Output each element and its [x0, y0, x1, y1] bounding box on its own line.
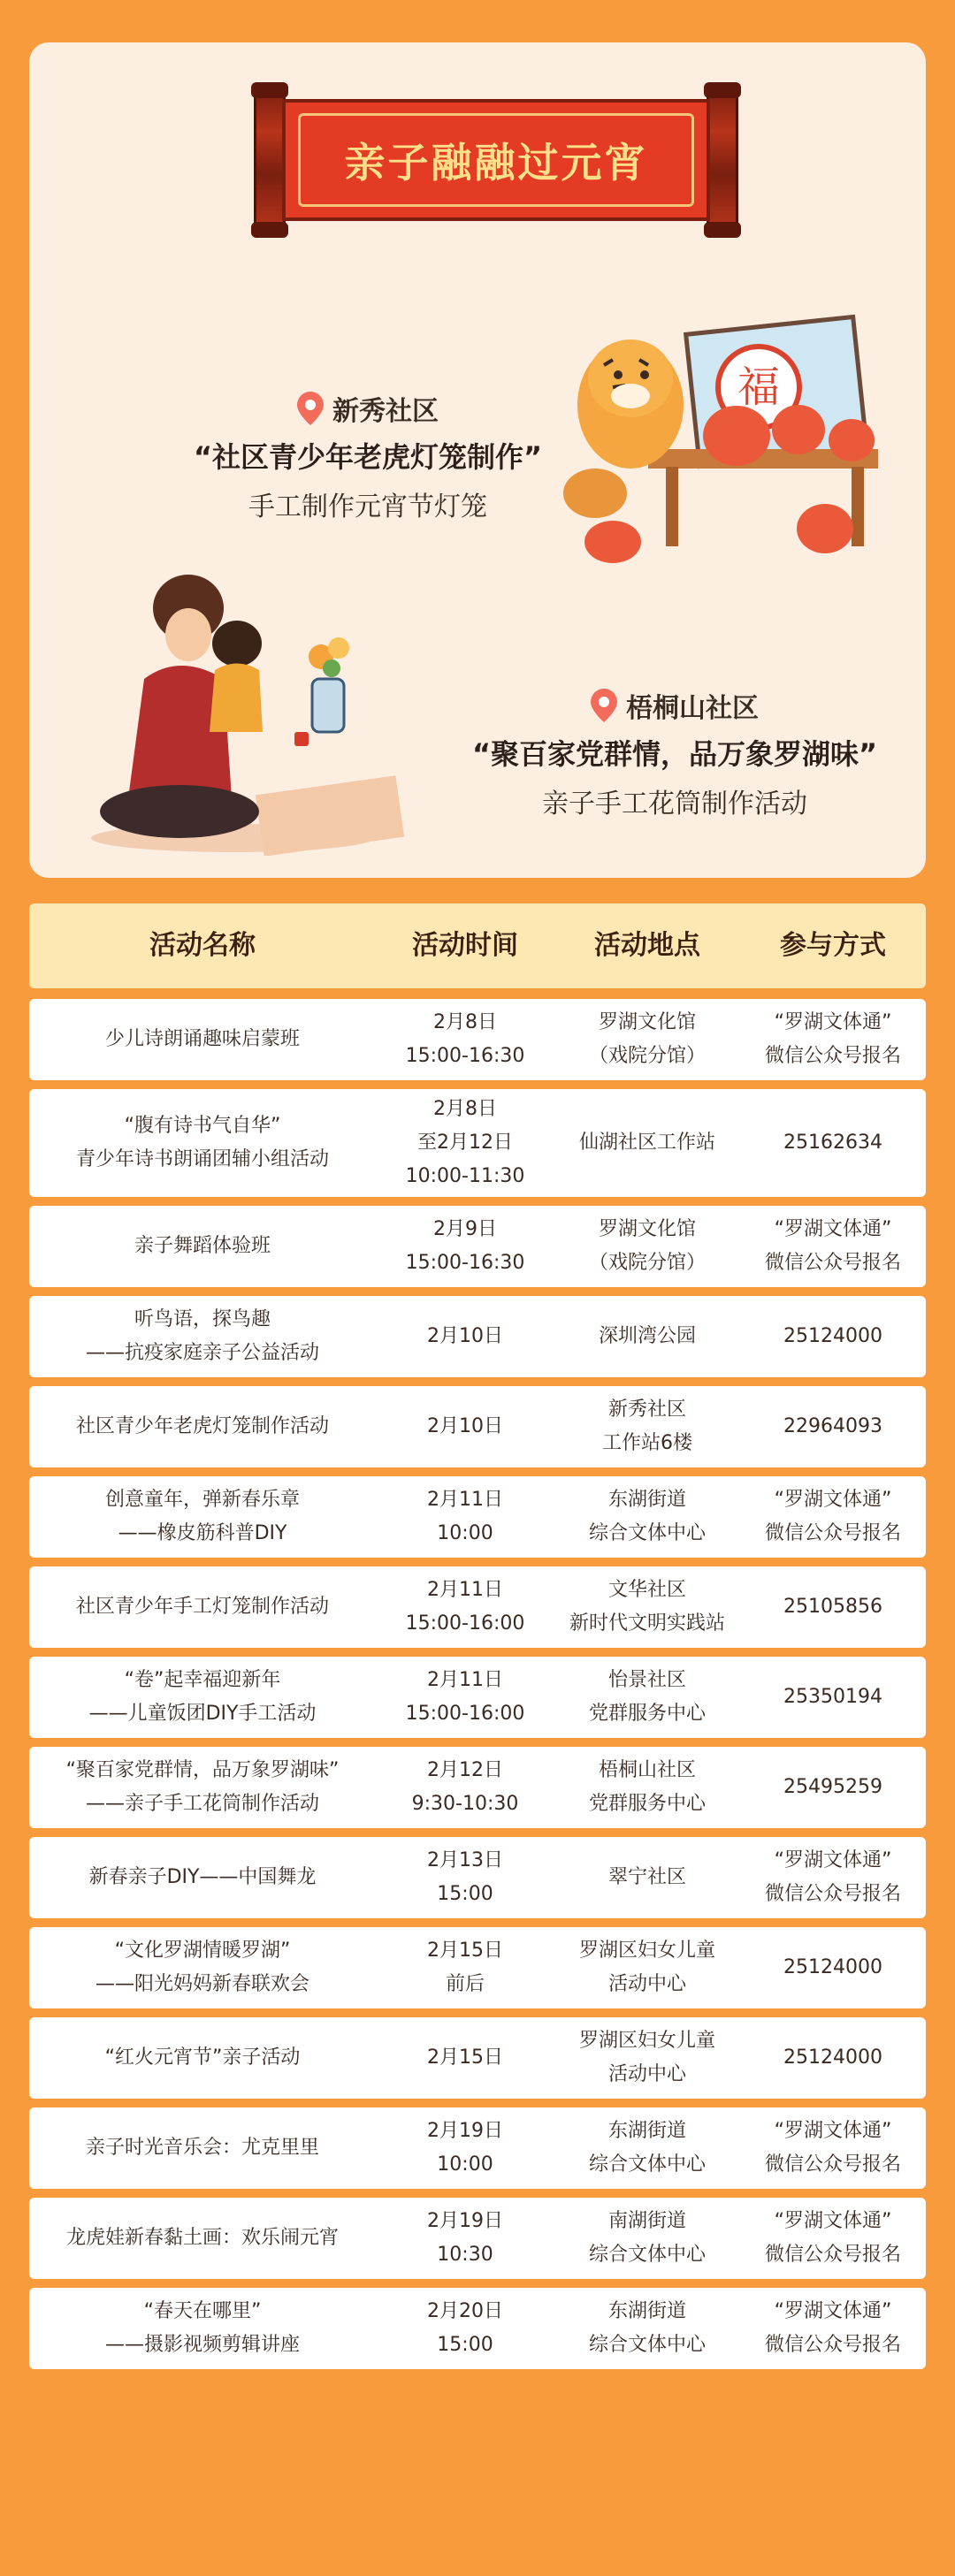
tiger-lantern-illustration [560, 272, 896, 564]
table-row [29, 1747, 926, 1828]
activity-name-cell [29, 1590, 376, 1624]
cell-line: 10:00 [437, 2153, 493, 2176]
cell-line: 微信公众号报名 [764, 2244, 901, 2266]
cell-line: 东湖街道 [607, 2120, 686, 2142]
activity-place-cell [554, 1320, 740, 1353]
cell-line: 9:30-10:30 [411, 1793, 519, 1815]
cell-line: “罗湖文体通” [774, 1011, 892, 1033]
banner-title: 亲子融融过元宵 [344, 139, 648, 187]
cell-line: 前后 [445, 1973, 485, 1995]
cell-line: ——抗疫家庭亲子公益活动 [85, 1342, 319, 1364]
activity-name-cell [29, 2295, 376, 2362]
cell-line: 微信公众号报名 [764, 1045, 901, 1067]
cell-line: 2月20日 [427, 2300, 503, 2322]
table-row [29, 2017, 926, 2099]
activity-place-cell [554, 2024, 740, 2092]
cell-line: 2月9日 [433, 1218, 497, 1240]
cell-line: 25105856 [783, 1596, 882, 1618]
cell-line: 社区青少年手工灯笼制作活动 [75, 1596, 329, 1618]
activity-name-cell [29, 1410, 376, 1444]
activity-place-cell [554, 1934, 740, 2001]
cell-line: 新春亲子DIY——中国舞龙 [88, 1866, 317, 1888]
cell-line: 2月19日 [427, 2210, 503, 2232]
activity-name-cell [29, 1023, 376, 1056]
cell-line: 微信公众号报名 [764, 2334, 901, 2356]
cell-line: 2月10日 [427, 1415, 503, 1437]
cell-line: “罗湖文体通” [774, 1849, 892, 1871]
cell-line: 15:00-16:00 [405, 1612, 525, 1635]
join-method-cell [740, 1771, 926, 1804]
cell-line: 25162634 [783, 1132, 882, 1154]
table-row [29, 1476, 926, 1558]
cell-line: 微信公众号报名 [764, 2153, 901, 2176]
cell-line: 怡景社区 [607, 1669, 686, 1691]
location-1-block [160, 389, 576, 523]
activity-time-cell [376, 1664, 554, 1731]
activity-time-cell [376, 1574, 554, 1641]
cell-line: 罗湖文化馆 [598, 1218, 696, 1240]
join-method-cell [740, 1680, 926, 1714]
cell-line: “春天在哪里” [143, 2300, 262, 2322]
location-1-desc: 手工制作元宵节灯笼 [248, 492, 487, 522]
join-method-cell [740, 1483, 926, 1551]
cell-line: 至2月12日 [417, 1132, 513, 1154]
cell-line: 新秀社区 [607, 1399, 686, 1421]
intro-card [29, 42, 926, 878]
cell-line: （戏院分馆） [588, 1252, 706, 1274]
cell-line: 2月11日 [427, 1669, 503, 1691]
banner-paper [282, 99, 710, 221]
join-method-cell [740, 1410, 926, 1444]
cell-line: 综合文体中心 [588, 1522, 706, 1544]
cell-line: 2月13日 [427, 1849, 503, 1871]
cell-line: 微信公众号报名 [764, 1522, 901, 1544]
cell-line: 深圳湾公园 [598, 1325, 696, 1347]
cell-line: 15:00-16:30 [405, 1045, 525, 1067]
activity-place-cell [554, 2205, 740, 2272]
table-row [29, 999, 926, 1080]
activity-time-cell [376, 1934, 554, 2001]
activity-time-cell [376, 1093, 554, 1193]
activity-time-cell [376, 2205, 554, 2272]
cell-line: 亲子时光音乐会：尤克里里 [85, 2137, 319, 2159]
join-method-cell [740, 2205, 926, 2272]
cell-line: 南湖街道 [607, 2210, 686, 2232]
activity-place-cell [554, 2295, 740, 2362]
cell-line: （戏院分馆） [588, 1045, 706, 1067]
cell-line: 活动中心 [607, 1973, 686, 1995]
svg-text:福: 福 [737, 362, 781, 412]
cell-line: “罗湖文体通” [774, 2300, 892, 2322]
join-method-cell [740, 2041, 926, 2075]
activity-time-cell [376, 1213, 554, 1280]
activity-name-cell [29, 1754, 376, 1821]
cell-line: 15:00 [437, 1883, 493, 1905]
cell-line: 2月10日 [427, 1325, 503, 1347]
location-2-block [445, 686, 905, 820]
join-method-cell [740, 1126, 926, 1160]
activity-place-cell [554, 2115, 740, 2182]
cell-line: ——阳光妈妈新春联欢会 [95, 1973, 309, 1995]
cell-line: ——摄影视频剪辑讲座 [104, 2334, 300, 2356]
table-row [29, 1657, 926, 1738]
join-method-cell [740, 1590, 926, 1624]
scroll-rod-left [254, 87, 286, 233]
activity-name-cell [29, 1303, 376, 1370]
cell-line: 翠宁社区 [607, 1866, 686, 1888]
cell-line: 22964093 [783, 1415, 882, 1437]
activity-place-cell [554, 1393, 740, 1460]
activity-name-cell [29, 1483, 376, 1551]
cell-line: “罗湖文体通” [774, 1489, 892, 1511]
cell-line: ——儿童饭团DIY手工活动 [88, 1703, 317, 1725]
location-2-community: 梧桐山社区 [626, 693, 759, 724]
table-row [29, 1296, 926, 1377]
cell-line: 梧桐山社区 [598, 1759, 696, 1781]
mother-child-illustration [82, 573, 454, 856]
activity-place-cell [554, 1126, 740, 1160]
cell-line: 2月15日 [427, 2046, 503, 2069]
activity-place-cell [554, 1754, 740, 1821]
activity-time-cell [376, 1844, 554, 1911]
cell-line: 东湖街道 [607, 1489, 686, 1511]
header-join-method: 参与方式 [780, 930, 886, 961]
activity-name-cell [29, 1664, 376, 1731]
cell-line: 2月8日 [433, 1011, 497, 1033]
cell-line: “罗湖文体通” [774, 1218, 892, 1240]
cell-line: 2月15日 [427, 1940, 503, 1962]
activity-time-cell [376, 2115, 554, 2182]
cell-line: 2月11日 [427, 1579, 503, 1601]
cell-line: 活动中心 [607, 2063, 686, 2085]
location-2-quote: “聚百家党群情，品万象罗湖味” [471, 737, 878, 771]
activity-name-cell [29, 2041, 376, 2075]
cell-line: 2月19日 [427, 2120, 503, 2142]
cell-line: 10:30 [437, 2244, 493, 2266]
cell-line: 龙虎娃新春黏土画：欢乐闹元宵 [65, 2227, 339, 2249]
activity-name-cell [29, 1109, 376, 1177]
activity-name-cell [29, 1861, 376, 1894]
cell-line: 社区青少年老虎灯笼制作活动 [75, 1415, 329, 1437]
cell-line: 15:00-16:00 [405, 1703, 525, 1725]
activity-place-cell [554, 1664, 740, 1731]
activity-place-cell [554, 1861, 740, 1894]
cell-line: 党群服务中心 [588, 1793, 706, 1815]
cell-line: 10:00 [437, 1522, 493, 1544]
cell-line: 创意童年，弹新春乐章 [104, 1489, 300, 1511]
cell-line: “罗湖文体通” [774, 2210, 892, 2232]
join-method-cell [740, 1006, 926, 1073]
table-row [29, 1089, 926, 1197]
cell-line: 罗湖区妇女儿童 [578, 1940, 715, 1962]
cell-line: 15:00-16:30 [405, 1252, 525, 1274]
cell-line: 25350194 [783, 1686, 882, 1708]
cell-line: 少儿诗朗诵趣味启蒙班 [104, 1028, 300, 1050]
activity-time-cell [376, 1483, 554, 1551]
location-1-quote: “社区青少年老虎灯笼制作” [193, 440, 543, 474]
activity-place-cell [554, 1006, 740, 1073]
cell-line: 综合文体中心 [588, 2153, 706, 2176]
cell-line: 10:00-11:30 [405, 1165, 525, 1187]
cell-line: “罗湖文体通” [774, 2120, 892, 2142]
cell-line: 2月12日 [427, 1759, 503, 1781]
table-row [29, 1386, 926, 1467]
join-method-cell [740, 1320, 926, 1353]
header-activity-time: 活动时间 [412, 930, 518, 961]
join-method-cell [740, 2115, 926, 2182]
table-row [29, 2288, 926, 2369]
join-method-cell [740, 1213, 926, 1280]
scroll-rod-right [707, 87, 738, 233]
activity-place-cell [554, 1213, 740, 1280]
location-1-community: 新秀社区 [332, 396, 439, 427]
cell-line: 听鸟语，探鸟趣 [134, 1308, 271, 1330]
activity-time-cell [376, 2041, 554, 2075]
cell-line: 仙湖社区工作站 [578, 1132, 715, 1154]
header-activity-name: 活动名称 [149, 930, 256, 961]
activity-time-cell [376, 2295, 554, 2362]
cell-line: 工作站6楼 [602, 1432, 692, 1454]
table-row [29, 1206, 926, 1287]
cell-line: “卷”起幸福迎新年 [124, 1669, 281, 1691]
activity-name-cell [29, 1230, 376, 1263]
cell-line: 罗湖区妇女儿童 [578, 2030, 715, 2052]
activity-name-cell [29, 1934, 376, 2001]
activity-time-cell [376, 1006, 554, 1073]
join-method-cell [740, 1951, 926, 1985]
table-row [29, 1837, 926, 1918]
cell-line: “文化罗湖情暖罗湖” [114, 1940, 291, 1962]
table-body [29, 999, 926, 2369]
cell-line: 2月8日 [433, 1098, 497, 1120]
cell-line: ——橡皮筋科普DIY [118, 1522, 287, 1544]
table-row [29, 2198, 926, 2279]
cell-line: 亲子舞蹈体验班 [134, 1235, 271, 1257]
cell-line: 15:00 [437, 2334, 493, 2356]
activity-time-cell [376, 1754, 554, 1821]
cell-line: “聚百家党群情，品万象罗湖味” [65, 1759, 340, 1781]
cell-line: ——亲子手工花筒制作活动 [85, 1793, 319, 1815]
cell-line: 东湖街道 [607, 2300, 686, 2322]
join-method-cell [740, 2295, 926, 2362]
join-method-cell [740, 1844, 926, 1911]
activity-time-cell [376, 1320, 554, 1353]
cell-line: 综合文体中心 [588, 2244, 706, 2266]
activity-name-cell [29, 2222, 376, 2255]
title-banner [248, 87, 744, 233]
cell-line: 微信公众号报名 [764, 1883, 901, 1905]
map-pin-icon [297, 392, 324, 425]
cell-line: 罗湖文化馆 [598, 1011, 696, 1033]
cell-line: 25495259 [783, 1776, 882, 1798]
activity-place-cell [554, 1483, 740, 1551]
activity-table [29, 903, 926, 2378]
table-row [29, 1927, 926, 2008]
location-2-desc: 亲子手工花筒制作活动 [542, 789, 807, 819]
cell-line: 25124000 [783, 1956, 882, 1978]
cell-line: 新时代文明实践站 [569, 1612, 725, 1635]
cell-line: 青少年诗书朗诵团辅小组活动 [75, 1148, 329, 1170]
cell-line: 25124000 [783, 1325, 882, 1347]
cell-line: “腹有诗书气自华” [124, 1115, 281, 1137]
cell-line: 党群服务中心 [588, 1703, 706, 1725]
cell-line: 综合文体中心 [588, 2334, 706, 2356]
table-header-row [29, 903, 926, 988]
cell-line: “红火元宵节”亲子活动 [104, 2046, 301, 2069]
header-activity-place: 活动地点 [594, 930, 700, 961]
activity-name-cell [29, 2131, 376, 2165]
cell-line: 25124000 [783, 2046, 882, 2069]
table-row [29, 1566, 926, 1648]
activity-time-cell [376, 1410, 554, 1444]
cell-line: 文华社区 [607, 1579, 686, 1601]
table-row [29, 2107, 926, 2189]
cell-line: 微信公众号报名 [764, 1252, 901, 1274]
cell-line: 2月11日 [427, 1489, 503, 1511]
activity-place-cell [554, 1574, 740, 1641]
map-pin-icon [591, 689, 617, 722]
